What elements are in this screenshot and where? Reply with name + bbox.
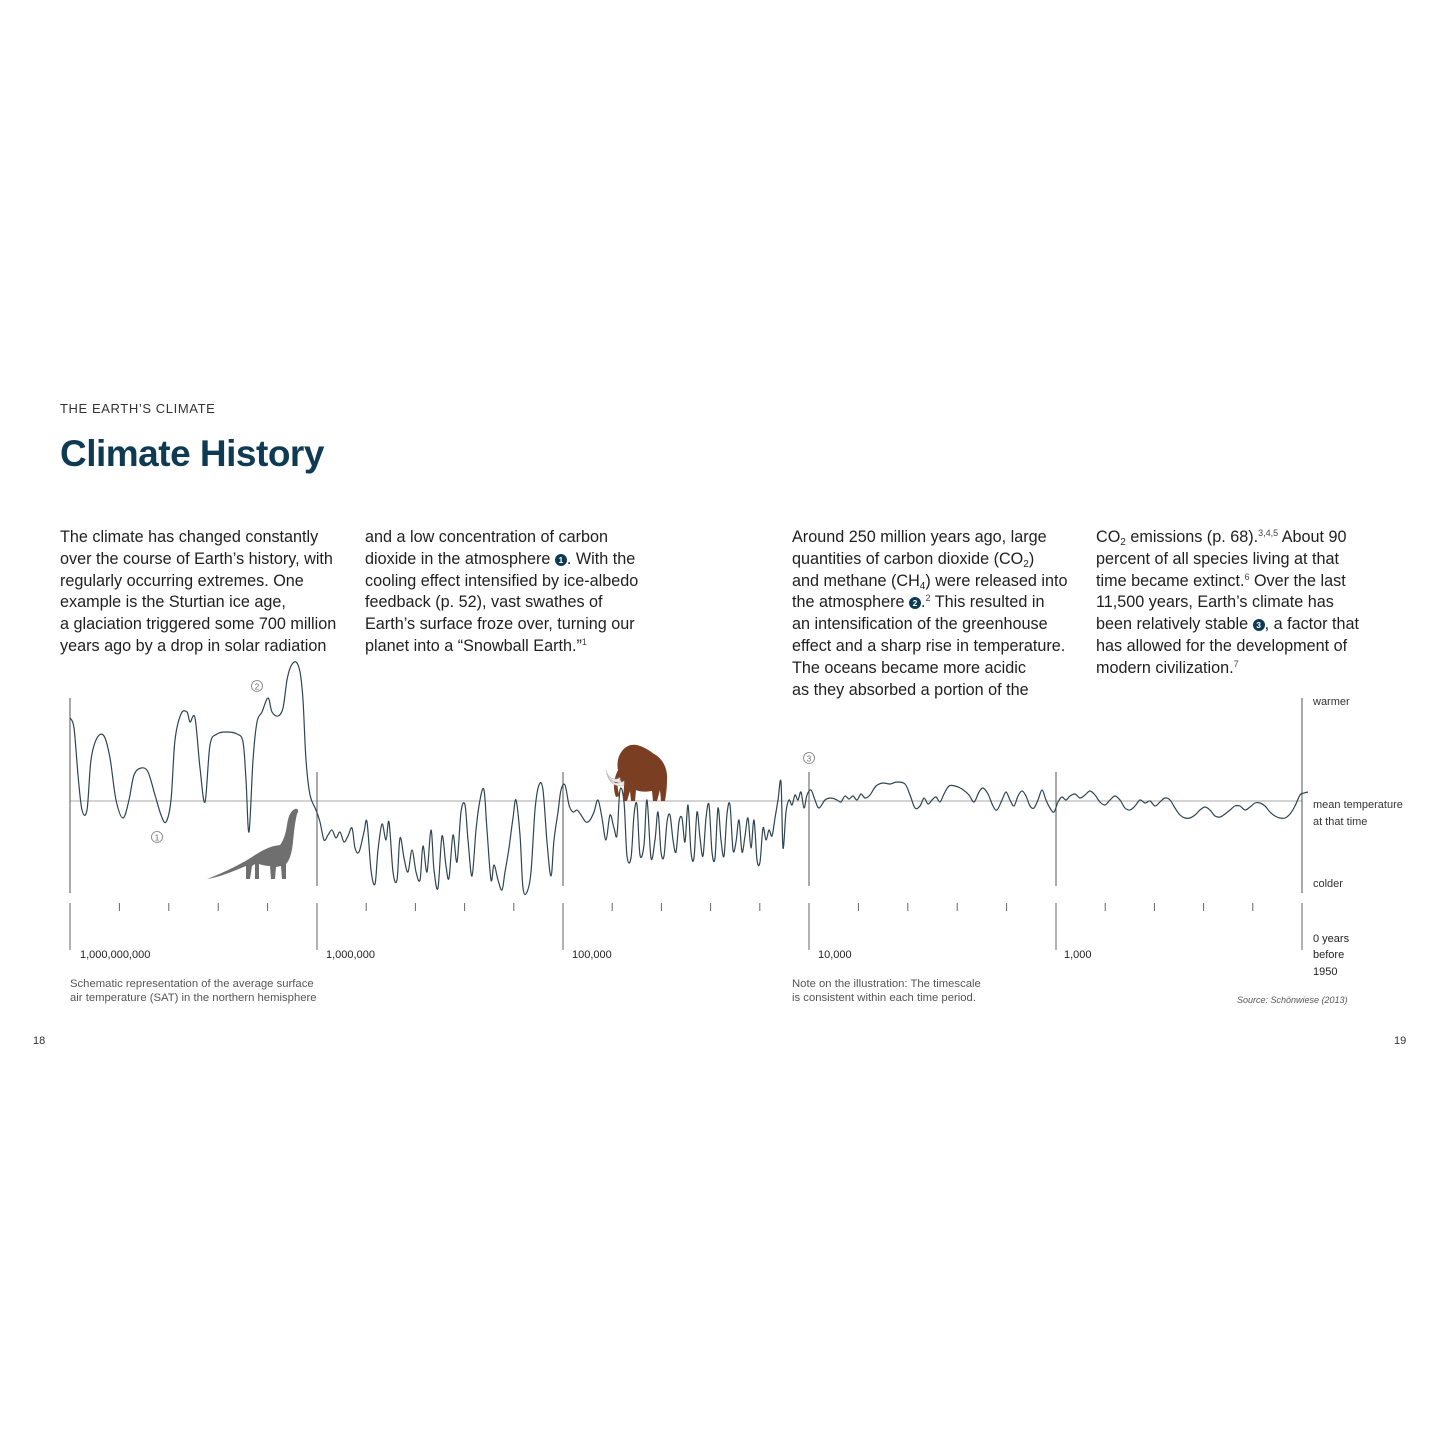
text-line: an intensification of the greenhouse [792, 615, 1048, 634]
text-line: the atmosphere 2 .$^2$ This resulted in [792, 593, 1045, 612]
text-line: as they absorbed a portion of the [792, 680, 1029, 699]
period-label: 1,000 [1064, 949, 1092, 961]
text-line: Earth’s surface froze over, turning our [365, 615, 635, 634]
footnote-ref: 3,4,5 [1258, 528, 1279, 538]
text-line: $CO_2$ emissions (p. 68).$^{3,4,5}$ About 90 [1096, 528, 1347, 548]
timescale [70, 903, 1302, 950]
svg-text:1: 1 [154, 833, 160, 843]
text-line: years ago by a drop in solar radiation [60, 636, 327, 655]
mammoth-icon [606, 745, 667, 801]
svg-text:2: 2 [254, 682, 260, 692]
text-line: 11,500 years, Earth’s climate has [1096, 593, 1334, 612]
axis-label-mean: at that time [1313, 816, 1368, 828]
footnote-ref: 1 [581, 636, 587, 647]
text-line: percent of all species living at that [1096, 549, 1339, 568]
text-line: over the course of Earth’s history, with [60, 549, 333, 568]
text-line: cooling effect intensified by ice-albedo [365, 571, 639, 590]
text-line: Around 250 million years ago, large [792, 528, 1047, 546]
reference-badge-3: 3 [1253, 619, 1265, 631]
text-line: been relatively stable 3 , a factor that [1096, 615, 1360, 634]
timescale-note: Note on the illustration: The timescale is consistent within each time period. [792, 978, 981, 1004]
text-line: effect and a sharp rise in temperature. [792, 636, 1066, 655]
marker-1 [152, 832, 163, 843]
marker-3 [804, 753, 815, 764]
marker-2 [252, 681, 263, 692]
text-line: The oceans became more acidic [792, 658, 1026, 677]
source-credit: Source: Schönwiese (2013) [1237, 995, 1348, 1005]
period-label: 1,000,000,000 [80, 949, 151, 961]
footnote-ref: 6 [1244, 571, 1250, 582]
text-line: quantities of carbon dioxide $(CO_2)$ [792, 549, 1035, 570]
text-line: feedback (p. 52), vast swathes of [365, 593, 603, 612]
section-kicker: THE EARTH’S CLIMATE [60, 401, 216, 416]
text-line: a glaciation triggered some 700 million [60, 615, 337, 634]
footnote-ref: 7 [1233, 658, 1239, 669]
reference-badge-2: 2 [909, 597, 921, 609]
page-number-right: 19 [1394, 1035, 1407, 1047]
footnote-ref: 2 [925, 593, 931, 604]
axis-label-colder: colder [1313, 878, 1343, 890]
end-label: 1950 [1313, 966, 1338, 978]
period-label: 100,000 [572, 949, 612, 961]
period-label: 1,000,000 [326, 949, 375, 961]
text-line: regularly occurring extremes. One [60, 571, 304, 590]
text-line: example is the Sturtian ice age, [60, 593, 286, 612]
page-number-left: 18 [33, 1035, 46, 1047]
text-line: and methane $(CH_4)$ were released into [792, 571, 1068, 592]
text-line: The climate has changed constantly [60, 528, 319, 546]
page-title: Climate History [60, 433, 324, 474]
text-line: dioxide in the atmosphere 1 . With the [365, 549, 636, 568]
reference-badge-1: 1 [555, 554, 567, 566]
axis-label-mean: mean temperature [1313, 799, 1403, 811]
text-line: has allowed for the development of [1096, 636, 1348, 655]
axis-label-warmer: warmer [1313, 696, 1350, 708]
text-line: modern civilization.$^7$ [1096, 658, 1239, 677]
text-line: time became extinct.$^6$ Over the last [1096, 571, 1346, 590]
text-line: planet into a “Snowball Earth.”$^1$ [365, 636, 587, 655]
svg-text:3: 3 [806, 754, 812, 764]
end-label: before [1313, 949, 1345, 961]
period-label: 10,000 [818, 949, 852, 961]
dinosaur-icon [207, 809, 298, 879]
chart-caption: Schematic representation of the average surface air temperature (SAT) in the northern hemisphere [70, 978, 317, 1004]
end-label: 0 years [1313, 933, 1350, 945]
text-line: and a low concentration of carbon [365, 528, 608, 546]
